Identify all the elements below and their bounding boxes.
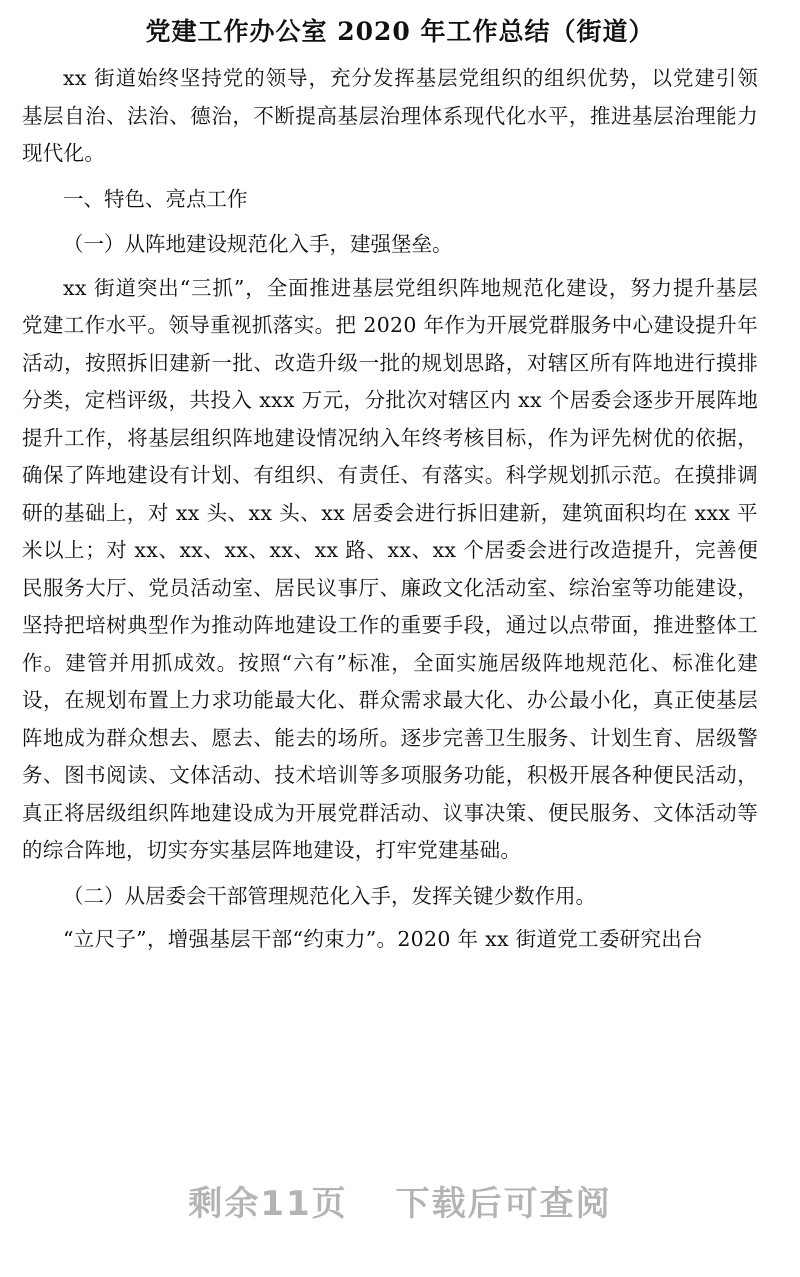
document-body [22, 60, 758, 959]
subsection-heading-2: （二）从居委会干部管理规范化入手，发挥关键少数作用。 [63, 883, 596, 908]
document-title: 党建工作办公室 2020 年工作总结（街道） [145, 17, 655, 46]
intro-paragraph: xx 街道始终坚持党的领导，充分发挥基层党组织的组织优势，以党建引领基层自治、法治、德治，不断提高基层治理体系现代化水平，推进基层治理能力现代化。 [22, 66, 758, 165]
subsection-body-1: xx 街道突出“三抓”，全面推进基层党组织阵地规范化建设，努力提升基层党建工作水平。领导重视抓落实。把 2020 年作为开展党群服务中心建设提升年活动，按照拆旧建新一批、改造升级一批的规划思路，对辖区所有阵地进行摸排分类，定档评级，共投入 xxx 万元，分批次对辖区内 xx 个居委会逐步开展阵地提升工作，将基层组织阵地建设情况纳入年终考核目标，作为评先树优的依据，确保了阵地建设有计划、有组织、有责任、有落实。科学规划抓示范。在摸排调研的基础上，对 xx 头、xx 头、xx 居委会进行拆旧建新，建筑面积均在 xxx 平米以上；对 xx、xx、xx、xx、xx 路、xx、xx 个居委会进行改造提升，完善便民服务大厅、党员活动室、居民议事厅、廉政文化活动室、综治室等功能建设，坚持把培树典型作为推动阵地建设工作的重要手段，通过以点带面，推进整体工作。建管并用抓成效。按照“六有”标准，全面实施居级阵地规范化、标准化建设，在规划布置上力求功能最大化、群众需求最大化、办公最小化，真正使基层阵地成为群众想去、愿去、能去的场所。逐步完善卫生服务、计划生育、居级警务、图书阅读、文体活动、技术培训等多项服务功能，积极开展各种便民活动，真正将居级组织阵地建设成为开展党群活动、议事决策、便民服务、文体活动等的综合阵地，切实夯实基层阵地建设，打牢党建基础。 [22, 275, 758, 862]
section-heading: 一、特色、亮点工作 [63, 186, 248, 211]
subsection-heading-1: （一）从阵地建设规范化入手，建强堡垒。 [63, 232, 453, 256]
download-banner[interactable] [0, 1176, 800, 1225]
subsection-body-2: “立尺子”，增强基层干部“约束力”。2020 年 xx 街道党工委研究出台 [63, 927, 703, 951]
remaining-pages-label: 剩余11页 [188, 1184, 348, 1224]
download-hint-label: 下载后可查阅 [395, 1184, 612, 1224]
